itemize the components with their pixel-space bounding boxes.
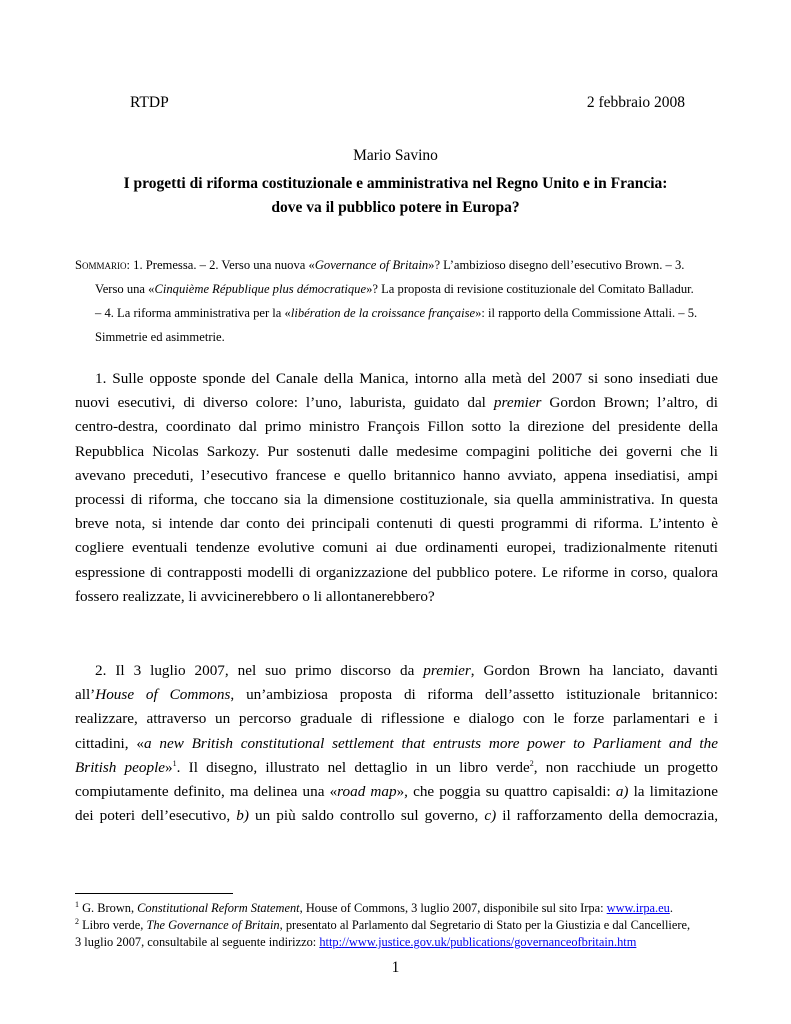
summary-label: Sommario — [75, 258, 127, 272]
article-title — [80, 172, 711, 220]
p2-line: 2. Il 3 luglio 2007, nel suo primo discorso da premier, Gordon Brown ha lanciato, davanti — [95, 662, 718, 679]
p1-line: espressione di contrapposti modelli di organizzazione del pubblico potere. Le riforme in corso, qualora — [75, 563, 718, 581]
footnote-separator — [75, 893, 233, 894]
footnote-1: $^1$ G. Brown, Constitutional Reform Statement, House of Commons, 3 luglio 2007, disponibile sul sito Irpa: www.irpa.eu. — [75, 899, 673, 915]
journal-header: RTDP — [130, 94, 169, 111]
header-date: 2 febbraio 2008 — [586, 94, 685, 111]
summary-block — [75, 253, 715, 349]
footnote-2-line-2: 3 luglio 2007, consultabile al seguente indirizzo: http://www.justice.gov.uk/publications/governanceofbritain.htm — [75, 935, 637, 949]
footnote-ref-1[interactable]: 1 — [172, 758, 177, 768]
p2-line: dei poteri dell’esecutivo, b) un più saldo controllo sul governo, c) il rafforzamento della democrazia, — [75, 807, 718, 825]
footnote-ref-2[interactable]: 2 — [529, 758, 534, 768]
title-line-1: I progetti di riforma costituzionale e amministrativa nel Regno Unito e in Francia: — [123, 175, 668, 192]
paragraph-2 — [75, 659, 718, 828]
p1-line: centro-destra, coordinato dal primo ministro François Fillon sotto la direzione del presidente della — [75, 418, 718, 436]
p2-line: realizzare, attraverso un percorso graduale di riflessione e dialogo con le forze parlamentari e i — [75, 710, 718, 728]
title-line-2: dove va il pubblico potere in Europa? — [271, 199, 520, 216]
p1-line: cogliere eventuali tendenze evolutive comuni ai due ordinamenti europei, tradizionalmente ritenuti — [75, 539, 718, 557]
summary-line-1: Sommario: 1. Premessa. – 2. Verso una nuova «Governance of Britain»? L’ambizioso disegno dell’esecutivo Brown. – 3. — [75, 258, 685, 272]
footnote-number: 1 — [75, 899, 79, 909]
justice-gov-link[interactable]: http://www.justice.gov.uk/publications/governanceofbritain.htm — [319, 935, 637, 949]
summary-line-4: Simmetrie ed asimmetrie. — [95, 330, 225, 344]
page-number: 1 — [391, 959, 400, 976]
summary-line-3: – 4. La riforma amministrativa per la «libération de la croissance française»: il rapporto della Commissione Attali. – 5. — [95, 306, 698, 320]
summary-line-2: Verso una «Cinquième République plus démocratique»? La proposta di revisione costituzionale del Comitato Balladur. — [95, 282, 694, 296]
footnote-2-line-1: $^2$ Libro verde, The Governance of Britain, presentato al Parlamento dal Segretario di Stato per la Giustizia e dal Cancelliere, — [75, 916, 691, 932]
irpa-link[interactable]: www.irpa.eu — [606, 901, 670, 915]
p1-line: processi di riforma, che toccano sia la dimensione costituzionale, sia quella amministrativa. In questa — [75, 491, 718, 509]
footnote-2 — [75, 917, 725, 951]
p2-line: all’House of Commons, un’ambiziosa proposta di riforma dell’assetto istituzionale britannico: — [75, 686, 718, 704]
p1-line: nuovi esecutivi, di diverso colore: l’uno, laburista, guidato dal premier Gordon Brown; l’altro, di — [75, 394, 718, 412]
p1-line: Repubblica Nicolas Sarkozy. Pur sostenuti dalle medesime compagini politiche dei governi che li — [75, 442, 718, 460]
p1-line: fossero realizzate, li avvicinerebbero o li allontanerebbero? — [75, 587, 435, 605]
p2-line: compiutamente definito, ma delinea una «road map», che poggia su quattro capisaldi: a) la limitazione — [75, 783, 718, 801]
paragraph-1 — [75, 367, 718, 609]
p1-line: breve nota, si intende dar conto dei principali contenuti di questi programmi di riforma. L’intento è — [75, 515, 718, 533]
p2-line: British people»$^1$. Il disegno, illustrato nel dettaglio in un libro verde$^2$, non racchiude un progetto — [75, 758, 718, 776]
footnote-number: 2 — [75, 916, 79, 926]
author-name: Mario Savino — [353, 147, 438, 164]
p1-line: avevano preceduti, l’esecutivo francese e quello britannico hanno avviato, appena insediatisi, ampi — [75, 466, 718, 484]
p2-line: cittadini, «a new British constitutional settlement that entrusts more power to Parliament and the — [75, 734, 718, 752]
p1-line: 1. Sulle opposte sponde del Canale della Manica, intorno alla metà del 2007 si sono insediati due — [95, 370, 718, 387]
